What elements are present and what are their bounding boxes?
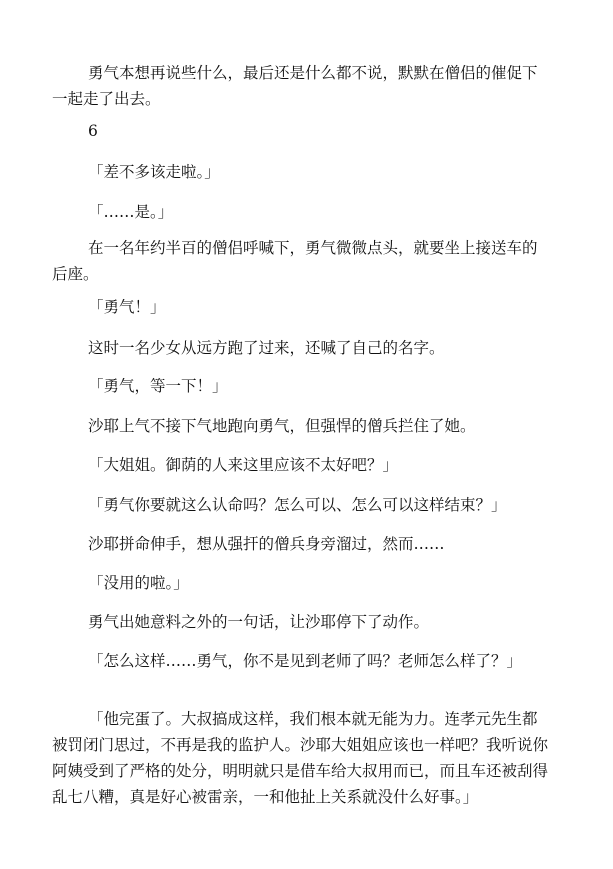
paragraph: 「勇气！」 xyxy=(88,298,166,316)
paragraph: 勇气本想再说些什么，最后还是什么都不说，默默在僧侣的催促下一起走了出去。 xyxy=(52,64,538,108)
paragraph: 「勇气，等一下！」 xyxy=(88,377,228,395)
paragraph: 「差不多该走啦。」 xyxy=(88,163,220,181)
paragraph: 沙耶拼命伸手，想从强扞的僧兵身旁溜过，然而…… xyxy=(88,535,445,553)
paragraph: 沙耶上气不接下气地跑向勇气，但强悍的僧兵拦住了她。 xyxy=(88,417,476,435)
paragraph: 「没用的啦。」 xyxy=(88,574,189,592)
paragraph: 在一名年约半百的僧侣呼喊下，勇气微微点头，就要坐上接送车的后座。 xyxy=(52,239,538,283)
chapter-number: 6 xyxy=(88,122,98,140)
paragraph: 「怎么这样……勇气，你不是见到老师了吗？老师怎么样了？」 xyxy=(88,652,523,670)
paragraph: 这时一名少女从远方跑了过来，还喊了自己的名字。 xyxy=(88,339,445,357)
paragraph: 「……是。」 xyxy=(88,203,174,221)
paragraph: 「他完蛋了。大叔搞成这样，我们根本就无能为力。连孝元先生都被罚闭门思过，不再是我的监护人。沙耶大姐姐应该也一样吧？我听说你阿姨受到了严格的处分，明明就只是借车给大叔用而已，而且车还被刮得乱七八糟，真是好心被雷亲，一和他扯上关系就没什么好事。」 xyxy=(52,710,549,806)
paragraph: 勇气出她意料之外的一句话，让沙耶停下了动作。 xyxy=(88,613,430,631)
paragraph: 「大姐姐。御荫的人来这里应该不太好吧？」 xyxy=(88,456,399,474)
paragraph: 「勇气你要就这么认命吗？怎么可以、怎么可以这样结束？」 xyxy=(88,496,507,514)
